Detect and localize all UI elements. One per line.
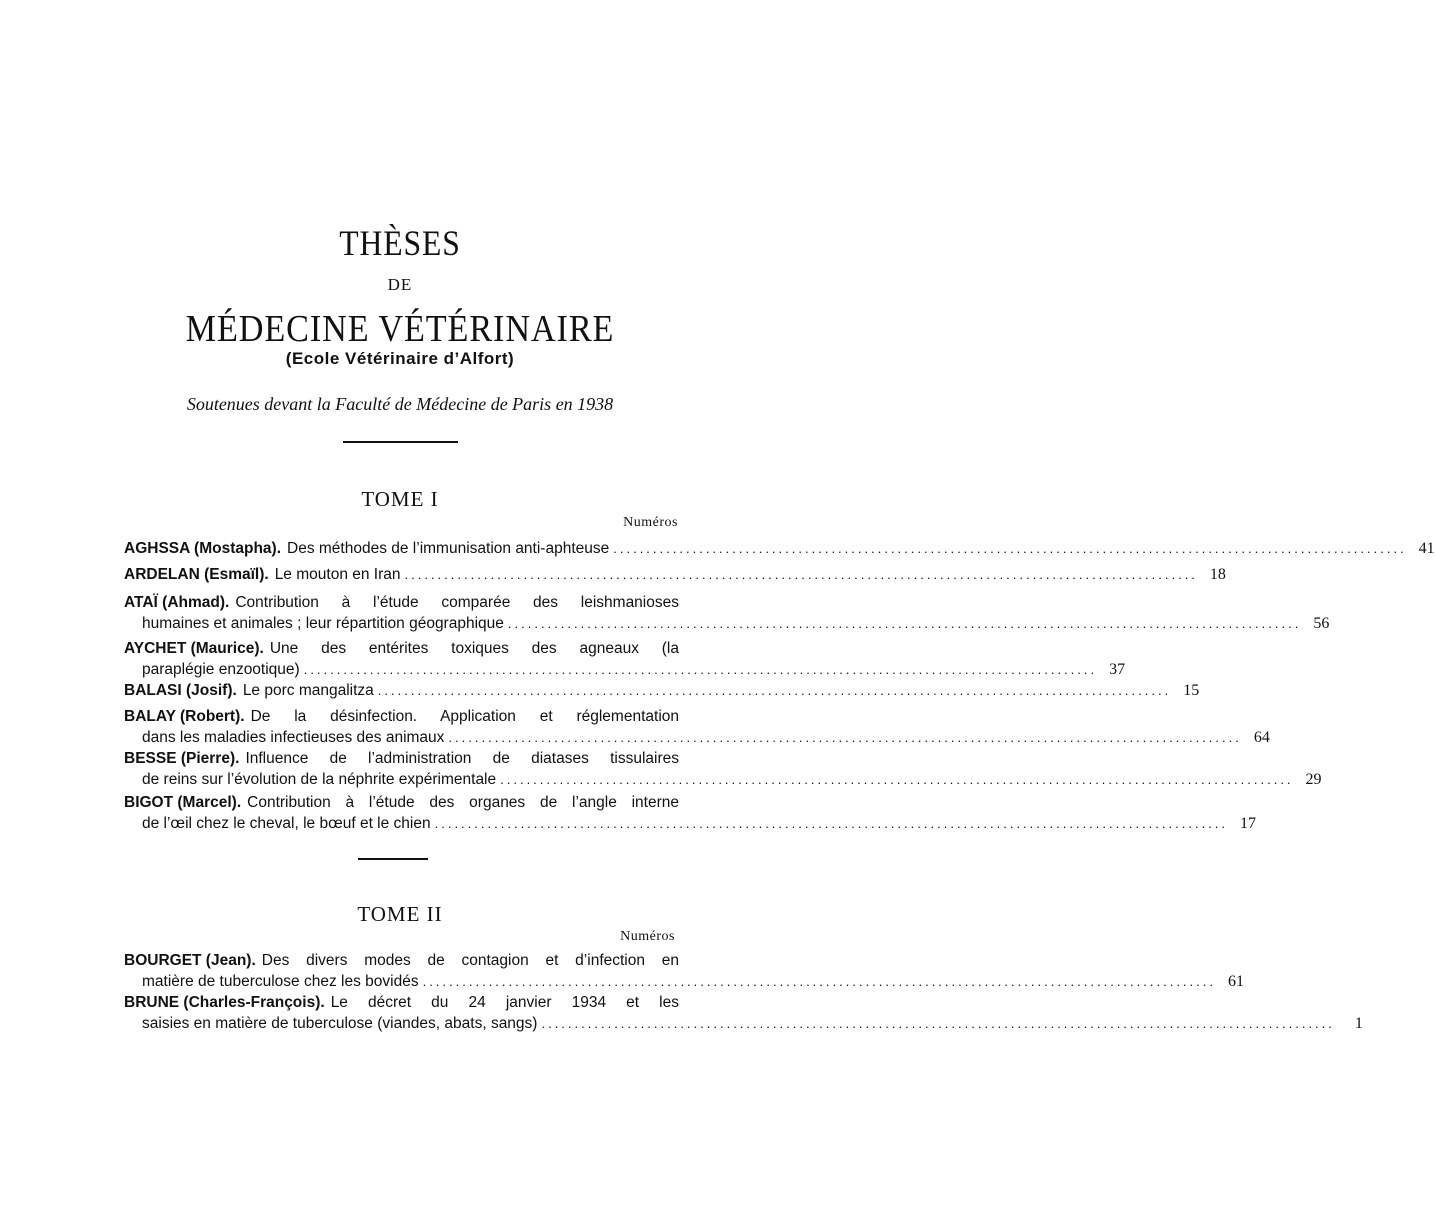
entry-line [124,769,1322,790]
entry-number: 1 [1354,1015,1363,1032]
title-connector: DE [387,275,413,294]
entry-line [124,727,1270,748]
entry-title: de l’œil chez le cheval, le bœuf et le chien [142,815,431,832]
entry-line [124,950,679,971]
entry-title: saisies en matière de tuberculose (viandes, abats, sangs) [142,1015,538,1032]
entry-title: De la désinfection. Application et réglementation [250,708,679,725]
entry-number: 41 [1418,540,1435,557]
entry-author: AYCHET (Maurice). [124,640,264,657]
school-name: (Ecole Vétérinaire d’Alfort) [285,349,515,368]
entry-author: BESSE (Pierre). [124,750,240,767]
entry-author: BRUNE (Charles-François). [124,994,325,1011]
entry-line [124,592,679,613]
list-item [124,950,1244,992]
entry-title: humaines et animales ; leur répartition géographique [142,615,504,632]
list-item [124,638,1126,680]
subject-title: MÉDECINE VÉTÉRINAIRE [185,308,615,350]
leader-dots: ........................................................................................................................ [613,541,1407,556]
tome2-heading: TOME II [357,902,443,926]
leader-dots: ........................................................................................................................ [377,683,1172,698]
entry-author: BIGOT (Marcel). [124,794,242,811]
entry-line [124,680,1200,701]
entry-author: BALAY (Robert). [124,708,245,725]
entry-title: Le mouton en Iran [274,566,401,583]
entry-line [124,538,1435,559]
entry-title: Des divers modes de contagion et d’infection en [261,952,679,969]
leader-dots: ........................................................................................................................ [434,816,1229,831]
entry-title: Le décret du 24 janvier 1934 et les [330,994,679,1011]
entry-title: Le porc mangalitza [242,682,374,699]
entry-line [124,971,1244,992]
entry-author: AGHSSA (Mostapha). [124,540,282,557]
list-item [124,748,1322,790]
entry-title: matière de tuberculose chez les bovidés [142,973,419,990]
leader-dots: ........................................................................................................................ [541,1016,1335,1031]
entry-title: Influence de l’administration de diatases tissulaires [245,750,679,767]
leader-dots: ........................................................................................................................ [500,772,1294,787]
list-item [124,992,1363,1034]
entry-line [124,706,679,727]
entry-line [124,792,679,813]
entry-number: 61 [1228,973,1244,990]
entry-author: BALASI (Josif). [124,682,237,699]
entry-title: Contribution à l’étude des organes de l’angle interne [247,794,679,811]
entry-number: 15 [1183,682,1200,699]
entry-author: ARDELAN (Esmaïl). [124,566,269,583]
entry-number: 17 [1240,815,1257,832]
tome2-numeros-label: Numéros [620,929,675,944]
entry-number: 18 [1209,566,1226,583]
list-item [124,706,1270,748]
entry-author: BOURGET (Jean). [124,952,256,969]
entry-line [124,992,679,1013]
entry-title: Des méthodes de l’immunisation anti-aphteuse [287,540,610,557]
tome1-heading: TOME I [361,487,439,511]
entry-number: 64 [1253,729,1270,746]
entry-line [124,659,1126,680]
tome1-numeros-label: Numéros [623,515,678,530]
divider [358,858,428,860]
entry-number: 29 [1305,771,1322,788]
leader-dots: ........................................................................................................................ [303,662,1098,677]
page-title: THÈSES [339,223,461,263]
entry-author: ATAÏ (Ahmad). [124,594,230,611]
leader-dots: ........................................................................................................................ [404,567,1198,582]
list-item [124,538,1435,559]
subtitle: Soutenues devant la Faculté de Médecine de Paris en 1938 [186,394,614,414]
entry-line [124,813,1257,834]
entry-title: Une des entérites toxiques des agneaux (la [269,640,679,657]
entry-number: 37 [1109,661,1126,678]
entry-line [124,638,679,659]
entry-title: de reins sur l’évolution de la néphrite expérimentale [142,771,497,788]
entry-line [124,748,679,769]
entry-number: 56 [1313,615,1330,632]
list-item [124,592,1330,634]
divider [343,441,458,443]
list-item [124,564,1226,585]
entry-line [124,1013,1363,1034]
entry-title: paraplégie enzootique) [142,661,300,678]
leader-dots: ........................................................................................................................ [507,616,1302,631]
entry-title: Contribution à l’étude comparée des leishmanioses [235,594,679,611]
list-item [124,680,1200,701]
entry-line [124,613,1330,634]
leader-dots: ........................................................................................................................ [422,974,1216,989]
list-item [124,792,1257,834]
leader-dots: ........................................................................................................................ [448,730,1242,745]
entry-title: dans les maladies infectieuses des animaux [142,729,445,746]
entry-line [124,564,1226,585]
